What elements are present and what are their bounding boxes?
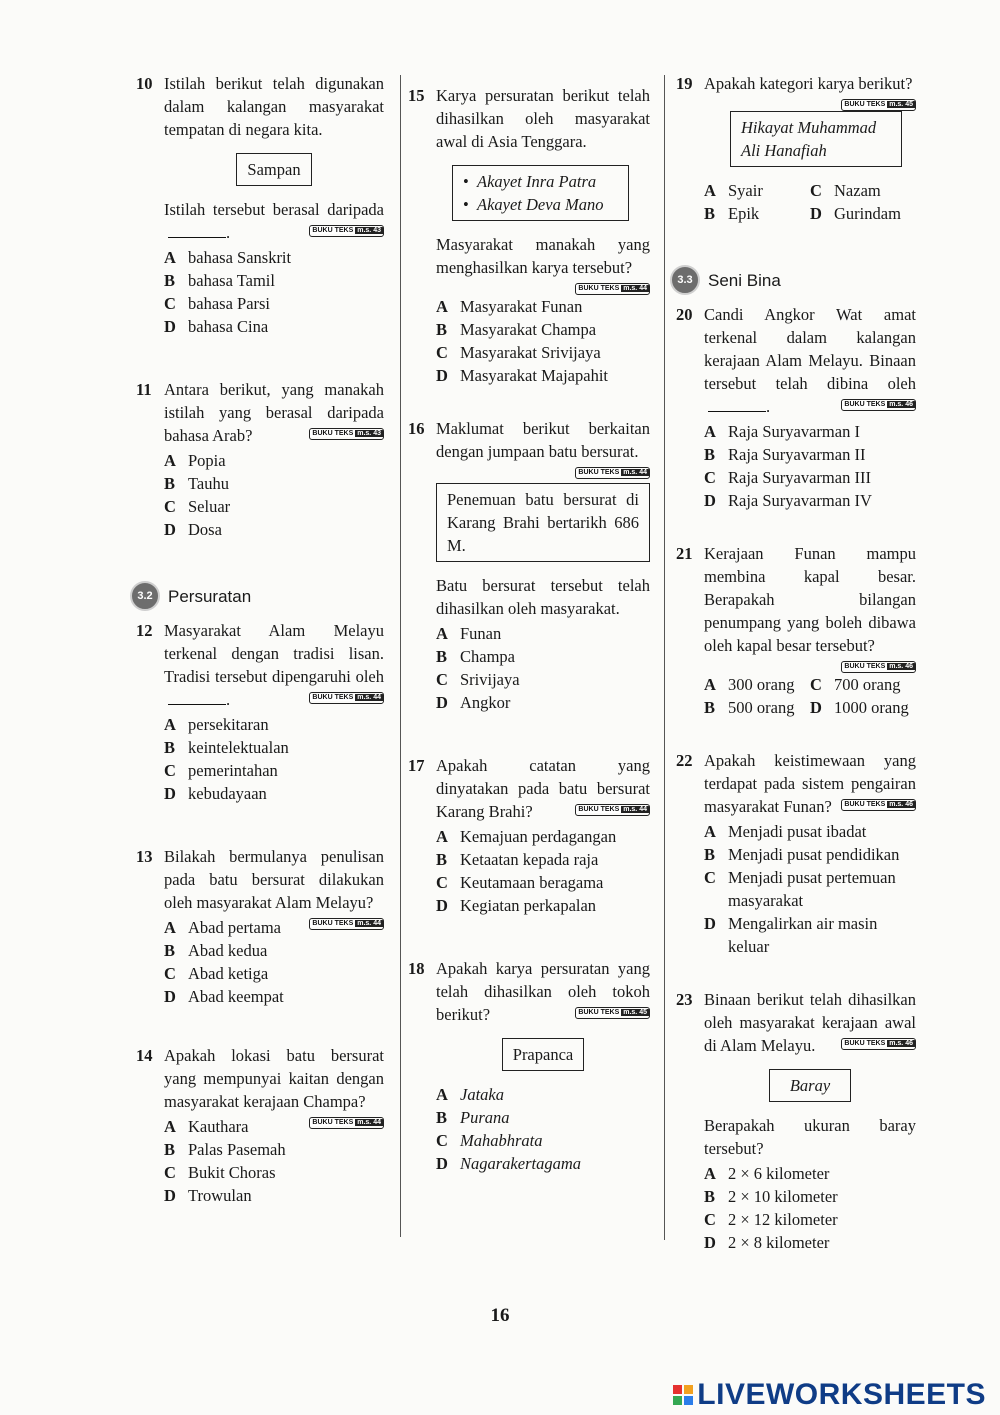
option[interactable]: B Ketaatan kepada raja [436,850,599,869]
option[interactable]: B Epik [704,204,760,223]
question-number: 21 [676,544,693,563]
question-stem: Antara berikut, yang manakah istilah yang berasal daripada bahasa Arab? BUKU TEKS m.s. 43 [164,380,384,445]
question-15 [408,84,650,387]
option[interactable]: C Keutamaan beragama [436,873,604,892]
question-23 [676,988,916,1254]
option[interactable]: C 700 orang [810,675,901,694]
option[interactable]: D Mengalirkan air masin keluar [704,914,878,956]
question-stem: Karya persuratan berikut telah dihasilkan oleh masyarakat awal di Asia Tenggara. [436,86,650,151]
question-number: 13 [136,847,153,866]
option[interactable]: D Nagarakertagama [436,1154,581,1173]
question-13 [136,845,384,1008]
option[interactable]: A Kemajuan perdagangan [436,827,617,846]
option[interactable]: D Trowulan [164,1186,252,1205]
textbook-ref: BUKU TEKS m.s. 45 [841,99,916,111]
question-number: 17 [408,756,425,775]
option[interactable]: D 1000 orang [810,698,909,717]
section-heading-persuratan [130,581,384,611]
option[interactable]: B Purana [436,1108,510,1127]
option[interactable]: B Champa [436,647,515,666]
options [164,713,384,805]
option[interactable]: C Abad ketiga [164,964,269,983]
question-stem: Maklumat berikut berkaitan dengan jumpaan batu bersurat. BUKU TEKS m.s. 44 [436,417,650,463]
option[interactable]: B 2 × 10 kilometer [704,1187,838,1206]
question-18 [408,957,650,1175]
column-divider-1 [400,75,401,1237]
option[interactable]: C 2 × 12 kilometer [704,1210,838,1229]
textbook-ref: BUKU TEKS m.s. 44 [575,804,650,816]
options [704,673,916,719]
question-stem: Apakah karya persuratan yang telah dihasilkan oleh tokoh berikut? BUKU TEKS m.s. 45 [436,959,650,1024]
option[interactable]: A Menjadi pusat ibadat [704,822,867,841]
option[interactable]: D bahasa Cina [164,317,269,336]
option[interactable]: B Menjadi pusat pendidikan [704,845,900,864]
term-box: Sampan [236,153,311,186]
option[interactable]: D Abad keempat [164,987,284,1006]
answer-blank [168,704,226,705]
option[interactable]: A Syair [704,181,763,200]
column-3 [676,72,916,1284]
options [704,820,916,958]
question-number: 12 [136,621,153,640]
question-stem: Bilakah bermulanya penulisan pada batu bersurat dilakukan oleh masyarakat Alam Melayu? BUKU TEKS m.s. 44 [164,845,384,914]
option[interactable]: C Mahabhrata [436,1131,543,1150]
option[interactable]: D 2 × 8 kilometer [704,1233,830,1252]
page-number: 16 [490,1305,510,1326]
question-17 [408,754,650,917]
liveworksheets-logo[interactable] [673,1378,986,1412]
question-number: 11 [136,380,152,399]
section-title: Persuratan [168,586,252,606]
option[interactable]: C Bukit Choras [164,1163,276,1182]
question-stem: Binaan berikut telah dihasilkan oleh masyarakat kerajaan awal di Alam Melayu. BUKU TEKS m.s. 46 [704,990,916,1055]
question-stem-2: Batu bersurat tersebut telah dihasilkan oleh masyarakat. [436,576,650,618]
option[interactable]: B keintelektualan [164,738,289,757]
options [436,825,650,917]
option[interactable]: B bahasa Tamil [164,271,275,290]
figure-box: Prapanca [502,1038,584,1071]
textbook-ref: BUKU TEKS m.s. 46 [841,661,916,673]
section-number-badge: 3.3 [670,265,700,295]
logo-squares-icon [673,1385,693,1405]
column-1 [136,72,384,1237]
textbook-ref: BUKU TEKS m.s. 44 [575,283,650,295]
option[interactable]: C Nazam [810,181,881,200]
option[interactable]: C Menjadi pusat pertemuan masyarakat [704,868,896,910]
work-item: • Akayet Inra Patra [477,170,618,193]
option[interactable]: D Angkor [436,693,511,712]
textbook-ref: BUKU TEKS m.s. 44 [309,918,384,930]
option[interactable]: B Masyarakat Champa [436,320,597,339]
option[interactable]: D kebudayaan [164,784,267,803]
option[interactable]: A Abad pertama [164,918,281,937]
question-12 [136,619,384,805]
question-number: 14 [136,1046,153,1065]
option[interactable]: B 500 orang [704,698,795,717]
option[interactable]: C Masyarakat Srivijaya [436,343,601,362]
options [436,622,650,714]
answer-blank [168,237,226,238]
info-box: Penemuan batu bersurat di Karang Brahi bertarikh 686 M. [436,483,650,562]
question-number: 18 [408,959,425,978]
option[interactable]: B Tauhu [164,474,230,493]
question-stem: Apakah keistimewaan yang terdapat pada sistem pengairan masyarakat Funan? BUKU TEKS m.s. 46 [704,751,916,816]
option[interactable]: A 300 orang [704,675,795,694]
question-stem: Apakah catatan yang dinyatakan pada batu bersurat Karang Brahi? BUKU TEKS m.s. 44 [436,756,650,821]
works-box [452,165,629,221]
option[interactable]: C Raja Suryavarman III [704,468,871,487]
question-stem: Apakah lokasi batu bersurat yang mempunyai kaitan dengan masyarakat kerajaan Champa? BUKU TEKS m.s. 44 [164,1044,384,1113]
question-stem-2: Masyarakat manakah yang menghasilkan karya tersebut? BUKU TEKS m.s. 44 [436,233,650,279]
textbook-ref: BUKU TEKS m.s. 45 [575,1007,650,1019]
option[interactable]: C Srivijaya [436,670,520,689]
textbook-ref: BUKU TEKS m.s. 44 [309,1117,384,1129]
option[interactable]: A bahasa Sanskrit [164,248,292,267]
option[interactable]: A Raja Suryavarman I [704,422,860,441]
options [704,1162,916,1254]
section-number-badge: 3.2 [130,581,160,611]
option[interactable]: A Popia [164,451,226,470]
column-2 [408,72,650,1205]
textbook-ref: BUKU TEKS m.s. 46 [841,399,916,411]
section-title: Seni Bina [708,270,781,290]
option[interactable]: D Dosa [164,520,222,539]
option[interactable]: A Masyarakat Funan [436,297,583,316]
question-number: 16 [408,419,425,438]
question-21 [676,542,916,719]
option[interactable]: A Kauthara [164,1117,249,1136]
question-10 [136,72,384,338]
question-number: 20 [676,305,693,324]
work-item: • Akayet Deva Mano [477,193,618,216]
textbook-ref: BUKU TEKS m.s. 43 [309,428,384,440]
question-stem: Kerajaan Funan mampu membina kapal besar. Berapakah bilangan penumpang yang boleh dibawa oleh kapal besar tersebut? BUKU TEKS m.s. 46 [704,542,916,657]
column-divider-2 [664,75,665,1240]
textbook-ref: BUKU TEKS m.s. 43 [309,225,384,237]
option[interactable]: B Raja Suryavarman II [704,445,866,464]
option[interactable]: C pemerintahan [164,761,278,780]
question-20 [676,303,916,512]
option[interactable]: A Funan [436,624,502,643]
option[interactable]: C bahasa Parsi [164,294,271,313]
structure-box: Baray [769,1069,851,1102]
answer-blank [708,411,766,412]
option[interactable]: A 2 × 6 kilometer [704,1164,830,1183]
question-number: 22 [676,751,693,770]
textbook-ref: BUKU TEKS m.s. 46 [841,799,916,811]
option[interactable]: B Palas Pasemah [164,1140,286,1159]
textbook-ref: BUKU TEKS m.s. 44 [309,692,384,704]
question-11 [136,378,384,541]
options [704,179,916,225]
question-number: 19 [676,74,693,93]
textbook-ref: BUKU TEKS m.s. 44 [575,467,650,479]
option[interactable]: A Jataka [436,1085,504,1104]
question-16 [408,417,650,714]
question-stem-2: Istilah tersebut berasal daripada. BUKU TEKS m.s. 43 [164,200,384,242]
question-14 [136,1044,384,1207]
options [164,246,384,338]
question-19 [676,72,916,225]
work-title-box: Hikayat Muhammad Ali Hanafiah [730,111,902,167]
option[interactable]: C Seluar [164,497,231,516]
section-heading-seni-bina [670,265,916,295]
question-stem: Masyarakat Alam Melayu terkenal dengan tradisi lisan. Tradisi tersebut dipengaruhi oleh. BUKU TEKS m.s. 44 [164,621,384,709]
option[interactable]: D Gurindam [810,204,901,223]
brand-name: LIVEWORKSHEETS [697,1378,986,1411]
question-number: 23 [676,990,693,1009]
options [704,420,916,512]
question-stem: Apakah kategori karya berikut? BUKU TEKS m.s. 45 [704,72,916,95]
textbook-ref: BUKU TEKS m.s. 46 [841,1038,916,1050]
option[interactable]: B Abad kedua [164,941,268,960]
question-number: 15 [408,86,425,105]
options [436,1083,650,1175]
option[interactable]: D Masyarakat Majapahit [436,366,608,385]
option[interactable]: A persekitaran [164,715,269,734]
options [164,449,384,541]
option[interactable]: D Kegiatan perkapalan [436,896,597,915]
option[interactable]: D Raja Suryavarman IV [704,491,872,510]
question-stem-2: Berapakah ukuran baray tersebut? [704,1116,916,1158]
options [436,295,650,387]
question-22 [676,749,916,958]
question-stem: Candi Angkor Wat amat terkenal dalam kalangan kerajaan Alam Melayu. Binaan tersebut telah dibina oleh. BUKU TEKS m.s. 46 [704,305,916,416]
question-stem: Istilah berikut telah digunakan dalam kalangan masyarakat tempatan di negara kita. [164,74,384,139]
question-number: 10 [136,74,153,93]
